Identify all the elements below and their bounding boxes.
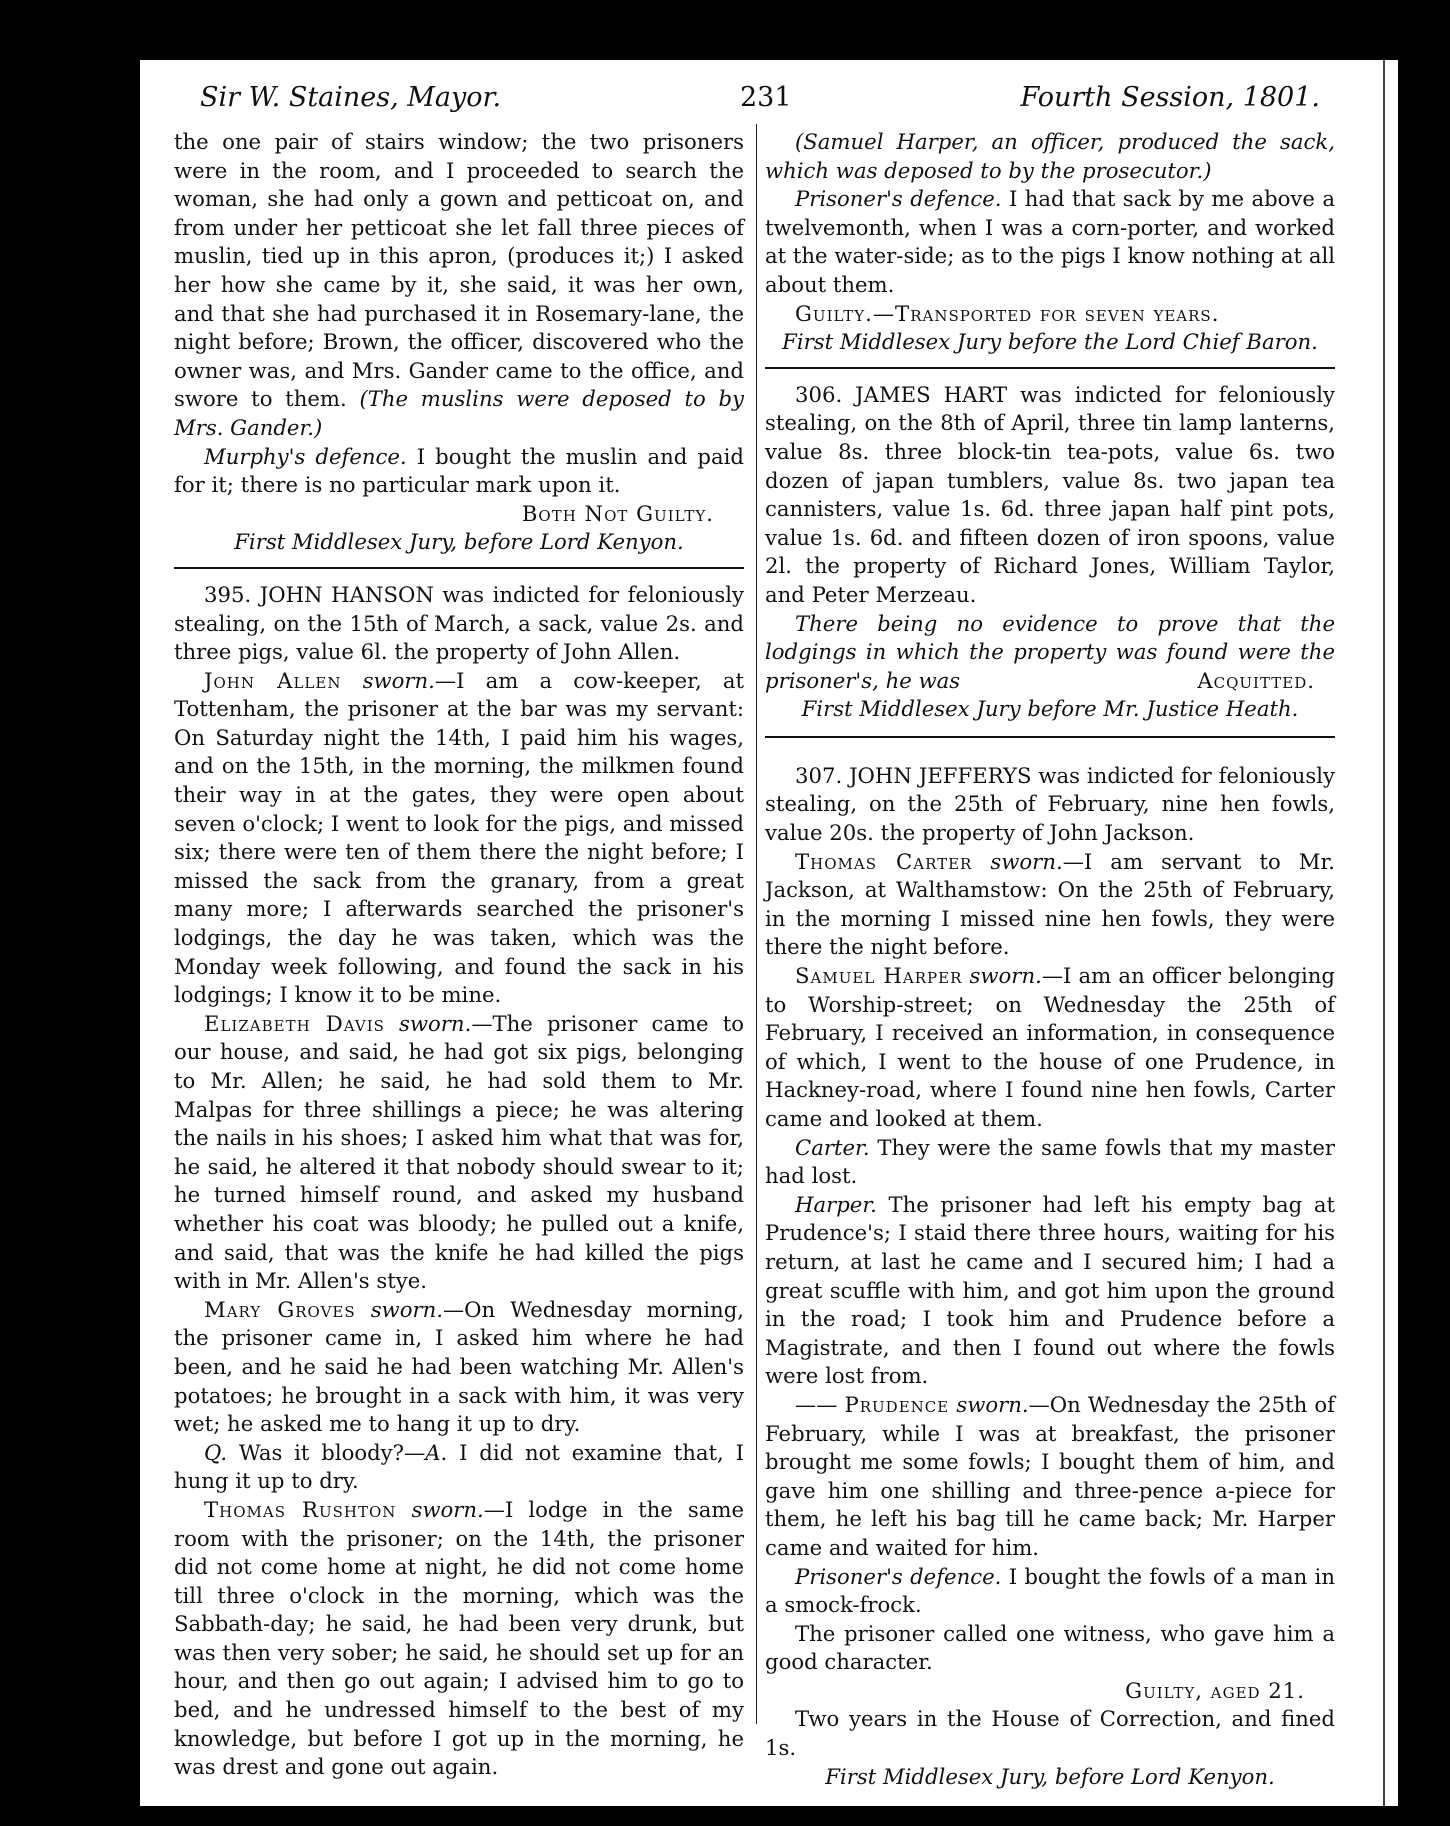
left-column — [174, 128, 744, 1782]
defence: Prisoner's defence. I bought the fowls of a man in a smock-frock. — [765, 1563, 1335, 1618]
jury-line: First Middlesex Jury before Mr. Justice Heath. — [801, 696, 1299, 722]
section-rule — [174, 567, 744, 569]
jury-line: First Middlesex Jury, before Lord Kenyon. — [234, 529, 684, 555]
testimony: Samuel Harper sworn.—I am an officer belonging to Worship-street; on Wednesday the 25th of February, I received an information, in consequence of which, I went to the house of one Prudence, in Hackney-road, where I found nine hen fowls, Carter came and looked at them. — [765, 963, 1335, 1131]
testimony: Thomas Carter sworn.—I am servant to Mr. Jackson, at Walthamstow: On the 25th of February, in the morning I missed nine hen fowls, they were there the night before. — [765, 848, 1335, 960]
paragraph: the one pair of stairs window; the two prisoners were in the room, and I proceeded to search the woman, she had only a gown and petticoat on, and from under her petticoat she let fall three pieces of muslin, tied up in this apron, (produces it;) I asked her how she came by it, she said, it was her own, and that she had purchased it in Rosemary-lane, the night before; Brown, the officer, discovered who the owner was, and Mrs. Gander came to the office, and swore to them. (The muslins were deposed to by Mrs. Gander.) — [174, 129, 744, 440]
testimony: Harper. The prisoner had left his empty bag at Prudence's; I staid there three hours, waiting for his return, at last he came and I secured him; I had a great scuffle with him, and got him upon the ground in the road; I took him and Prudence before a Magistrate, and then I found out where the fowls were lost from. — [765, 1191, 1335, 1389]
section-rule — [765, 367, 1335, 369]
testimony: Carter. They were the same fowls that my master had lost. — [765, 1134, 1335, 1189]
testimony: Thomas Rushton sworn.—I lodge in the same room with the prisoner; on the 14th, the prisoner did not come home at night, he did not come home till three o'clock in the morning, which was the Sabbath-day; he said, he had been very drunk, but was then very sober; he said, he should set up for an hour, and then go out again; I advised him to go to bed, and he undressed himself to the best of my knowledge, but before I got up in the morning, he was drest and gone out again. — [174, 1496, 744, 1780]
case-heading: 395. JOHN HANSON was indicted for feloniously stealing, on the 15th of March, a sack, value 2s. and three pigs, value 6l. the property of John Allen. — [174, 581, 744, 665]
section-rule — [765, 736, 1335, 738]
right-column — [765, 128, 1335, 1791]
case-heading: 307. JOHN JEFFERYS was indicted for feloniously stealing, on the 25th of February, nine hen fowls, value 20s. the property of John Jackson. — [765, 762, 1335, 846]
paragraph: The prisoner called one witness, who gave him a good character. — [765, 1620, 1335, 1675]
question-answer: Q. Was it bloody?—A. I did not examine that, I hung it up to dry. — [174, 1439, 744, 1494]
testimony: John Allen sworn.—I am a cow-keeper, at Tottenham, the prisoner at the bar was my servant: On Saturday night the 14th, I paid him his wages, and on the 15th, in the morning, the milkmen found their way in at the gates, they were open about seven o'clock; I went to look for the pigs, and missed six; there were ten of them there the night before; I missed the sack from the granary, from a great many more; I afterwards searched the prisoner's lodgings, the day he was taken, which was the Monday week following, and found the sack in his lodgings; I know it to be mine. — [174, 667, 745, 1008]
jury-line: First Middlesex Jury, before Lord Kenyon. — [825, 1763, 1275, 1789]
jury-line: First Middlesex Jury before the Lord Chief Baron. — [782, 329, 1318, 355]
case-heading: 306. JAMES HART was indicted for feloniously stealing, on the 8th of April, three tin lamp lanterns, value 8s. three block-tin tea-pots, value 6s. two dozen of japan tumblers, value 8s. two japan tea cannisters, value 1s. 6d. three japan half pint pots, value 1s. 6d. and fifteen dozen of iron spoons, value 2l. the property of Richard Jones, William Taylor, and Peter Merzeau. — [765, 381, 1335, 607]
testimony: —— Prudence sworn.—On Wednesday the 25th of February, while I was at breakfast, the prisoner brought me some fowls; I bought them of him, and gave him one shilling and three-pence a-piece for them, he left his bag till he came back; Mr. Harper came and waited for him. — [765, 1391, 1335, 1560]
paragraph: (Samuel Harper, an officer, produced the sack, which was deposed to by the prosecutor.) — [765, 129, 1335, 183]
defence: Prisoner's defence. I had that sack by me above a twelvemonth, when I was a corn-porter, and worked at the water-side; as to the pigs I know nothing at all about them. — [765, 186, 1335, 297]
running-header — [200, 82, 1320, 118]
verdict: Guilty.—Transported for seven years. — [795, 300, 1220, 326]
paragraph: There being no evidence to prove that the lodgings in which the property was found were the prisoner's, he was Acquitted. — [765, 610, 1335, 693]
testimony: Mary Groves sworn.—On Wednesday morning, the prisoner came in, I asked him where he had been, and he said he had been watching Mr. Allen's potatoes; he brought in a sack with him, it was very wet; he asked me to hang it up to dry. — [174, 1296, 744, 1437]
page-edge-rule — [1383, 60, 1385, 1806]
verdict: Both Not Guilty. — [521, 500, 714, 526]
page-number: 231 — [740, 82, 792, 113]
column-divider — [756, 124, 757, 1724]
paragraph: Murphy's defence. I bought the muslin and paid for it; there is no particular mark upon it. — [174, 443, 744, 498]
testimony: Elizabeth Davis sworn.—The prisoner came to our house, and said, he had got six pigs, belonging to Mr. Allen; he said, he had sold them to Mr. Malpas for three shillings a piece; he was altering the nails in his shoes; I asked him what that was for, he said, he altered it that nobody should swear to it; he turned himself round, and asked my husband whether his coat was bloody; he pulled out a knife, and said, that was the knife he had killed the pigs with in Mr. Allen's stye. — [174, 1010, 744, 1294]
header-session: Fourth Session, 1801. — [1020, 82, 1320, 113]
header-mayor: Sir W. Staines, Mayor. — [200, 82, 502, 113]
verdict: Guilty, aged 21. — [1125, 1677, 1305, 1703]
sentence: Two years in the House of Correction, and fined 1s. — [765, 1706, 1335, 1761]
